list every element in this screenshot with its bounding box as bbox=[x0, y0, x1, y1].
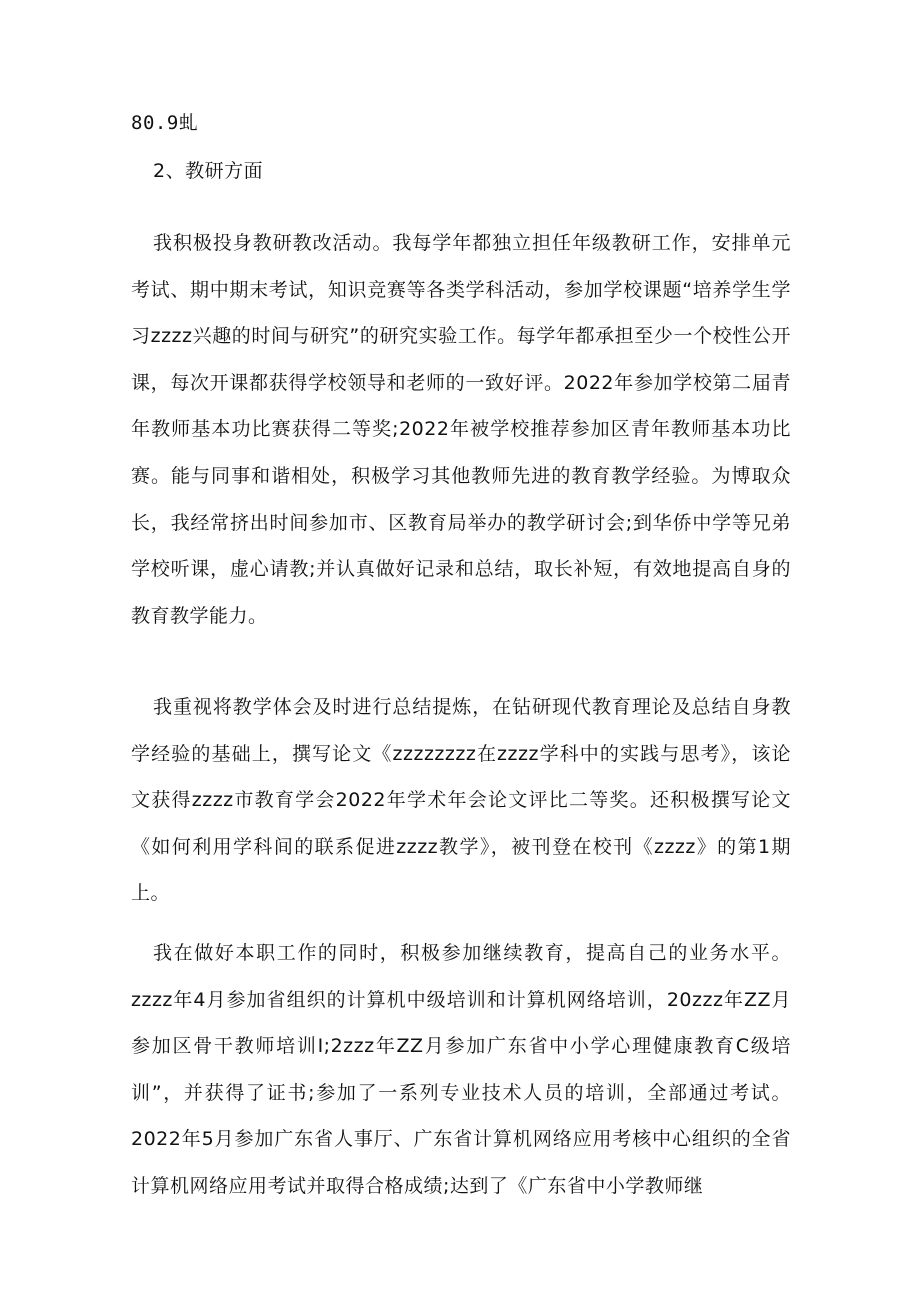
paragraph-continuing-education: 我在做好本职工作的同时，积极参加继续教育，提高自己的业务水平。zzzz年4月参加省组织的计算机中级培训和计算机网络培训，20zzz年ZZ月参加区骨干教师培训I;2zzz年ZZ月参加广东省中小学心理健康教育C级培训”，并获得了证书;参加了一系列专业技术人员的培训，全部通过考试。2022年5月参加广东省人事厅、广东省计算机网络应用考核中心组织的全省计算机网络应用考试并取得合格成绩;达到了《广东省中小学教师继 bbox=[131, 942, 791, 1197]
section-heading: 2、教研方面 bbox=[153, 160, 264, 182]
paragraph-paper-writing: 我重视将教学体会及时进行总结提炼，在钻研现代教育理论及总结自身教学经验的基础上，撰写论文《zzzzzzzz在zzzz学科中的实践与思考》，该论文获得zzzz市教育学会2022年学术年会论文评比二等奖。还积极撰写论文《如何利用学科间的联系促进zzzz教学》，被刊登在校刊《zzzz》的第1期上。 bbox=[131, 696, 791, 905]
fragment-text: 80.9虬 bbox=[131, 112, 199, 134]
paragraph-research-activities: 我积极投身教研教改活动。我每学年都独立担任年级教研工作，安排单元考试、期中期末考试，知识竞赛等各类学科活动，参加学校课题“培养学生学习zzzz兴趣的时间与研究”的研究实验工作。每学年都承担至少一个校性公开课，每次开课都获得学校领导和老师的一致好评。2022年参加学校第二届青年教师基本功比赛获得二等奖;2022年被学校推荐参加区青年教师基本功比赛。能与同事和谐相处，积极学习其他教师先进的教育教学经验。为博取众长，我经常挤出时间参加市、区教育局举办的教学研讨会;到华侨中学等兄弟学校听课，虚心请教;并认真做好记录和总结，取长补短，有效地提高自身的教育教学能力。 bbox=[131, 232, 791, 627]
